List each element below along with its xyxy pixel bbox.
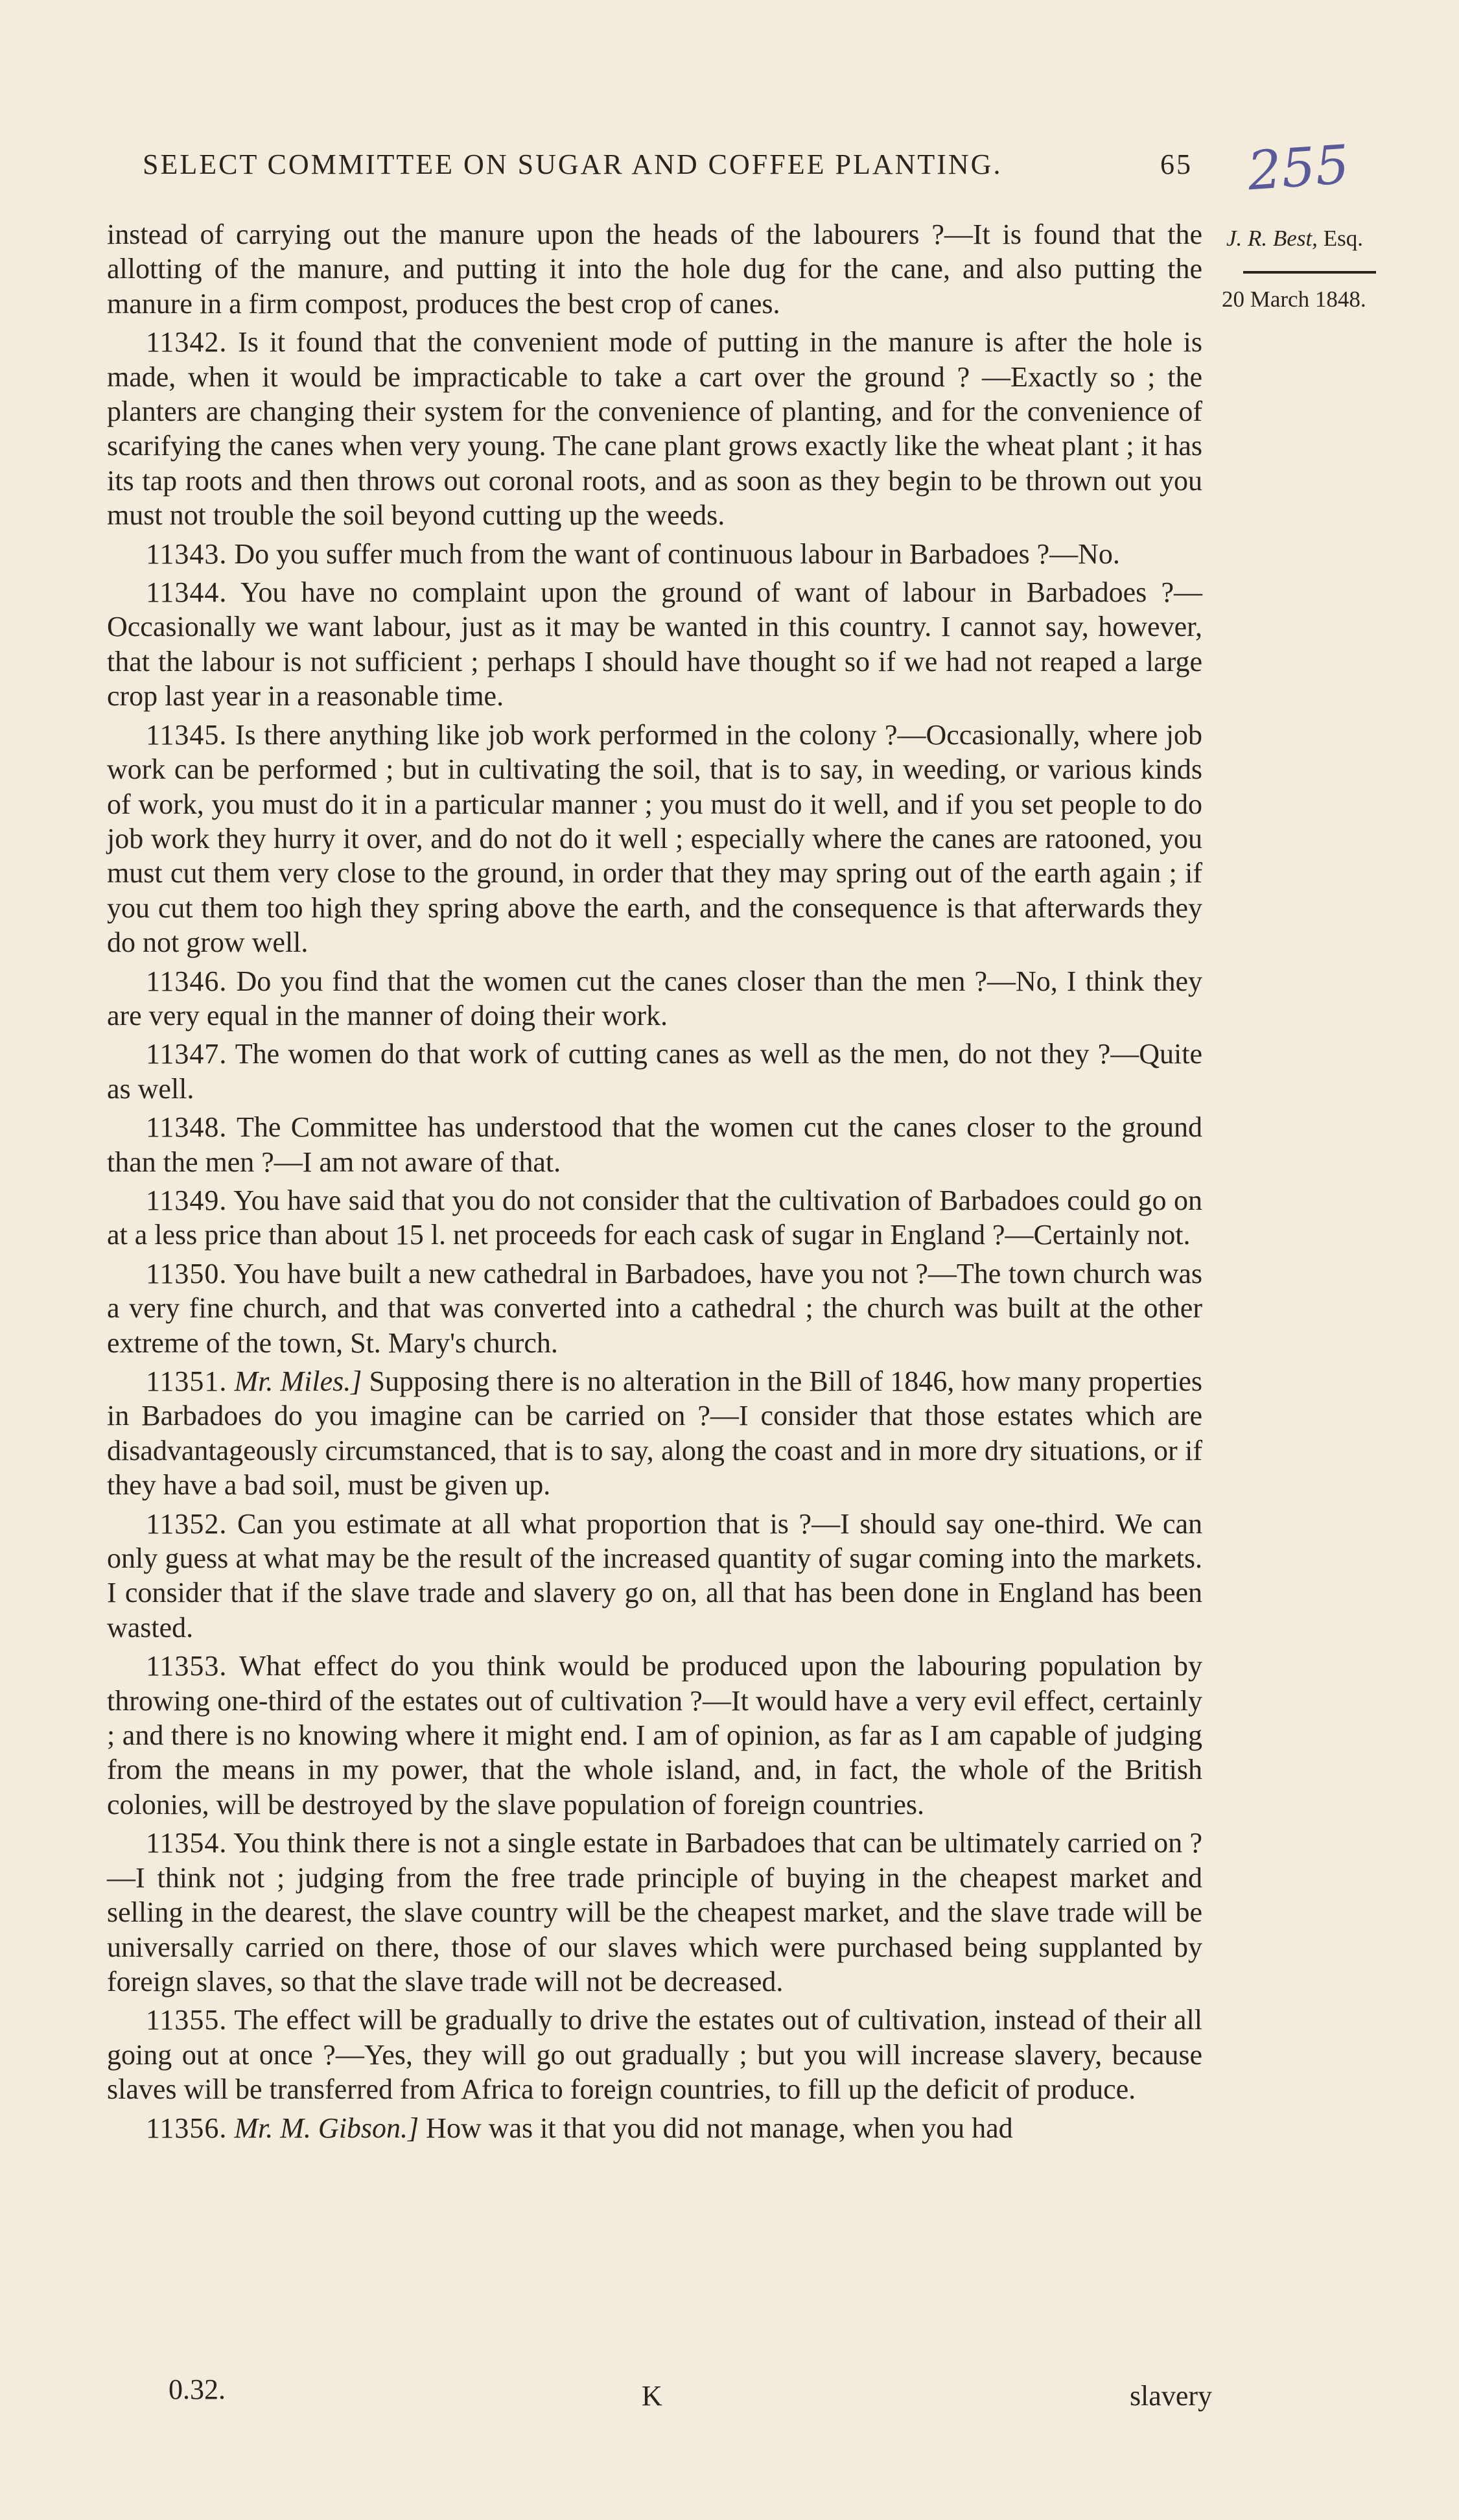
question-number: 11355. [146,2004,228,2036]
question-number: 11343. [146,537,228,570]
testimony-text: You have built a new cathedral in Barbadoes, have you not ?—The town church was a very fine church, and that was converted into a cathedral ; the church was built at the other extreme of the town, St. Mary's church. [107,1257,1202,1359]
question-number: 11346. [146,965,228,997]
page-number: 65 [1160,148,1193,180]
questioner-name: Mr. M. Gibson.] [234,2112,419,2144]
testimony-paragraph [107,1256,1202,1360]
testimony-paragraph [107,964,1202,1033]
witness-name: J. R. Best, [1226,226,1318,251]
question-number: 11353. [146,1650,228,1682]
testimony-paragraph [107,1364,1202,1503]
question-number: 11350. [146,1257,228,1289]
testimony-paragraph [107,1110,1202,1179]
testimony-text: The Committee has understood that the women cut the canes closer to the ground than the men ?—I am not aware of that. [107,1111,1202,1178]
testimony-text: How was it that you did not manage, when you had [426,2112,1013,2144]
question-number: 11347. [146,1038,228,1070]
testimony-text: Do you find that the women cut the canes closer than the men ?—No, I think they are very equal in the manner of doing their work. [107,965,1202,1031]
testimony-paragraph [107,1037,1202,1106]
testimony-text: instead of carrying out the manure upon the heads of the labourers ?—It is found that the allotting of the manure, and putting it into the hole dug for the cane, and also putting the manure in a firm compost, produces the best crop of canes. [107,218,1202,320]
testimony-text: Can you estimate at all what proportion that is ?—I should say one-third. We can only guess at what may be the result of the increased quantity of sugar coming into the markets. I consider that if the slave trade and slavery go on, all that has been done in England has been wasted. [107,1507,1203,1643]
testimony-text: Is it found that the convenient mode of putting in the manure is after the hole is made, when it would be impracticable to take a cart over the ground ? —Exactly so ; the planters are changing their system for the convenience of planting, and for the convenience of scarifying the canes when very young. The cane plant grows exactly like the wheat plant ; it has its tap roots and then throws out coronal roots, and as soon as they begin to be thrown out you must not trouble the soil beyond cutting up the weeds. [107,326,1202,532]
testimony-text: You have said that you do not consider that the cultivation of Barbadoes could go on at a less price than about 15 l. net proceeds for each cask of sugar in England ?—Certainly not. [107,1184,1202,1251]
testimony-paragraph [107,1826,1202,1999]
document-code: 0.32. [169,2373,226,2405]
question-number: 11344. [146,576,228,609]
question-number: 11342. [146,326,228,359]
sidenote-rule [1243,271,1376,274]
handwritten-folio-number: 255 [1245,134,1351,203]
question-number: 11352. [146,1507,228,1540]
testimony-paragraph [107,575,1202,714]
testimony-paragraph [107,1183,1202,1253]
running-header [143,148,1193,181]
catchword: slavery [1129,2380,1212,2412]
questioner-name: Mr. Miles.] [234,1365,362,1397]
testimony-paragraph [107,1649,1202,1822]
question-number: 11351. [146,1365,228,1397]
question-number: 11356. [146,2112,228,2144]
testimony-text: You have no complaint upon the ground of want of labour in Barbadoes ?—Occasionally we want labour, just as it may be wanted in this country. I cannot say, however, that the labour is not sufficient ; perhaps I should have thought so if we had not reaped a large crop last year in a reasonable time. [107,576,1203,712]
testimony-paragraph [107,2111,1202,2145]
testimony-text: Is there anything like job work performed in the colony ?—Occasionally, where job work can be performed ; but in cultivating the soil, that is to say, in weeding, or various kinds of work, you must do it in a particular manner ; you must do it well, and if you set people to do job work they hurry it over, and do not do it well ; especially where the canes are ratooned, you must cut them very close to the ground, in order that they may spring out of the earth again ; if you cut them too high they spring above the earth, and the consequence is that afterwards they do not grow well. [107,718,1202,959]
testimony-paragraph [107,217,1202,321]
date-sidenote: 20 March 1848. [1222,287,1366,312]
question-number: 11354. [146,1827,228,1859]
testimony-paragraph [107,325,1202,532]
question-number: 11345. [146,718,228,751]
question-number: 11349. [146,1184,228,1216]
testimony-paragraph [107,718,1202,960]
testimony-text: You think there is not a single estate in Barbadoes that can be ultimately carried on ?—I think not ; judging from the free trade principle of buying in the cheapest market and selling in the dearest, the slave country will be the cheapest market, and the slave trade will be universally carried on there, those of our slaves which were purchased being supplanted by foreign slaves, so that the slave trade will not be decreased. [107,1827,1202,1997]
witness-sidenote [1226,226,1414,252]
testimony-text: Supposing there is no alteration in the Bill of 1846, how many properties in Barbadoes do you imagine can be carried on ?—I consider that those estates which are disadvantageously circumstanced, that is to say, along the coast and in more dry situations, or if they have a bad soil, must be given up. [107,1365,1203,1501]
testimony-body [107,217,1202,2149]
witness-suffix: Esq. [1323,226,1363,251]
page-footer [143,2373,1212,2412]
testimony-paragraph [107,537,1202,571]
testimony-text: The women do that work of cutting canes as well as the men, do not they ?—Quite as well. [107,1038,1202,1105]
testimony-paragraph [107,2003,1202,2106]
testimony-text: The effect will be gradually to drive the estates out of cultivation, instead of their all going out at once ?—Yes, they will go out gradually ; but you will increase slavery, because slaves will be transferred from Africa to foreign countries, to fill up the deficit of produce. [107,2004,1202,2106]
question-number: 11348. [146,1111,228,1144]
testimony-paragraph [107,1507,1202,1645]
signature-mark: K [642,2380,662,2412]
testimony-text: What effect do you think would be produced upon the labouring population by throwing one-third of the estates out of cultivation ?—It would have a very evil effect, certainly ; and there is no knowing where it might end. I am of opinion, as far as I am capable of judging from the means in my power, that the whole island, and, in fact, the whole of the British colonies, will be destroyed by the slave population of foreign countries. [107,1650,1202,1820]
testimony-text: Do you suffer much from the want of continuous labour in Barbadoes ?—No. [234,537,1120,570]
running-title: SELECT COMMITTEE ON SUGAR AND COFFEE PLANTING. [143,148,1003,180]
